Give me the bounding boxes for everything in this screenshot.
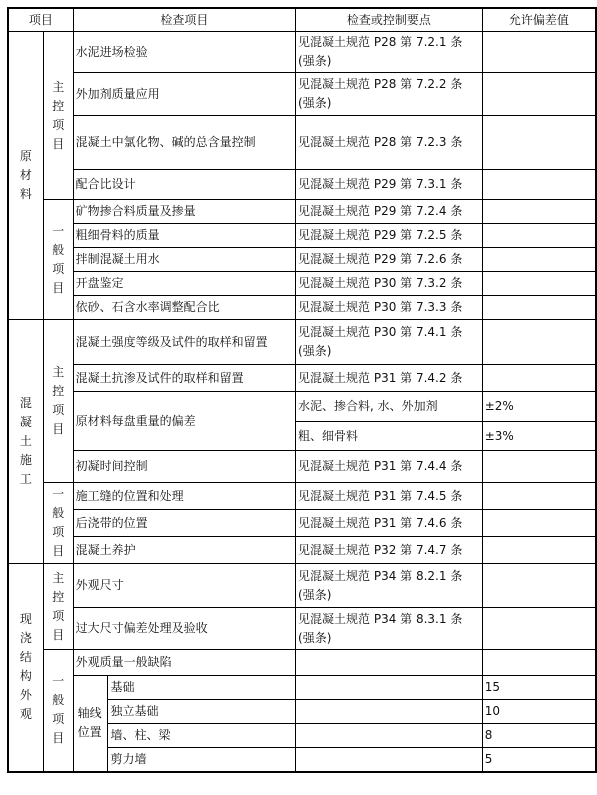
key-point: 见混凝土规范 P31 第 7.4.4 条 [296,451,483,483]
table-row [8,116,596,170]
table-row [8,676,596,700]
table-row [8,365,596,392]
table-row [8,564,596,608]
table-row [8,224,596,248]
table-row [8,248,596,272]
header-project: 项目 [8,8,73,32]
key-point [296,748,483,772]
key-point: 见混凝土规范 P34 第 8.2.1 条 (强条) [296,564,483,608]
check-item: 墙、柱、梁 [108,724,296,748]
table-row [8,272,596,296]
tolerance-cell [482,224,596,248]
key-point: 见混凝土规范 P28 第 7.2.2 条 (强条) [296,73,483,116]
section-label-raw-materials: 原材料 [8,32,43,320]
check-item: 开盘鉴定 [73,272,295,296]
check-item: 矿物掺合料质量及掺量 [73,200,295,224]
table-row [8,537,596,564]
table-row [8,200,596,224]
header-tolerance: 允许偏差值 [482,8,596,32]
check-item: 混凝土抗渗及试件的取样和留置 [73,365,295,392]
key-point: 见混凝土规范 P31 第 7.4.2 条 [296,365,483,392]
tolerance-cell [482,248,596,272]
table-row [8,650,596,676]
inspection-table-sheet [7,7,597,773]
table-row [8,296,596,320]
key-point: 见混凝土规范 P34 第 8.3.1 条 (强条) [296,608,483,650]
axis-position-label: 轴线位置 [73,676,108,772]
tolerance-cell [482,170,596,200]
check-item: 基础 [108,676,296,700]
header-key-points: 检查或控制要点 [296,8,483,32]
tolerance-cell: 15 [482,676,596,700]
table-row [8,451,596,483]
table-row [8,392,596,422]
key-point: 见混凝土规范 P29 第 7.2.6 条 [296,248,483,272]
key-point: 见混凝土规范 P29 第 7.3.1 条 [296,170,483,200]
key-point: 见混凝土规范 P30 第 7.4.1 条 (强条) [296,320,483,365]
table-row [8,483,596,510]
table-row [8,320,596,365]
subsection-label-general: 一般项目 [43,650,73,772]
tolerance-cell: ±2% [482,392,596,422]
key-point: 见混凝土规范 P28 第 7.2.3 条 [296,116,483,170]
check-item: 剪力墙 [108,748,296,772]
check-item: 原材料每盘重量的偏差 [73,392,295,451]
check-item: 外加剂质量应用 [73,73,295,116]
header-check-item: 检查项目 [73,8,295,32]
tolerance-cell [482,320,596,365]
check-item: 外观质量一般缺陷 [73,650,295,676]
check-item: 配合比设计 [73,170,295,200]
key-point: 见混凝土规范 P31 第 7.4.5 条 [296,483,483,510]
tolerance-cell [482,73,596,116]
subsection-label-general: 一般项目 [43,483,73,564]
check-item: 拌制混凝土用水 [73,248,295,272]
key-point: 见混凝土规范 P30 第 7.3.2 条 [296,272,483,296]
key-point [296,700,483,724]
subsection-label-main-control: 主控项目 [43,32,73,200]
key-point: 见混凝土规范 P28 第 7.2.1 条 (强条) [296,32,483,73]
tolerance-cell [482,451,596,483]
tolerance-cell: 10 [482,700,596,724]
tolerance-cell [482,116,596,170]
check-item: 过大尺寸偏差处理及验收 [73,608,295,650]
subsection-label-general: 一般项目 [43,200,73,320]
key-point: 见混凝土规范 P32 第 7.4.7 条 [296,537,483,564]
tolerance-cell [482,608,596,650]
tolerance-cell [482,32,596,73]
check-item: 混凝土养护 [73,537,295,564]
check-item: 粗细骨料的质量 [73,224,295,248]
tolerance-cell [482,650,596,676]
subsection-label-main-control: 主控项目 [43,564,73,650]
key-point: 水泥、掺合料, 水、外加剂 [296,392,483,422]
tolerance-cell [482,365,596,392]
inspection-table [7,7,597,773]
tolerance-cell: ±3% [482,422,596,451]
tolerance-cell: 5 [482,748,596,772]
tolerance-cell: 8 [482,724,596,748]
key-point: 见混凝土规范 P29 第 7.2.4 条 [296,200,483,224]
check-item: 独立基础 [108,700,296,724]
key-point: 见混凝土规范 P29 第 7.2.5 条 [296,224,483,248]
section-label-concrete-construction: 混凝土施工 [8,320,43,564]
tolerance-cell [482,564,596,608]
table-row [8,170,596,200]
check-item: 水泥进场检验 [73,32,295,73]
check-item: 后浇带的位置 [73,510,295,537]
check-item: 施工缝的位置和处理 [73,483,295,510]
key-point [296,676,483,700]
table-row [8,32,596,73]
key-point [296,724,483,748]
check-item: 初凝时间控制 [73,451,295,483]
check-item: 外观尺寸 [73,564,295,608]
tolerance-cell [482,272,596,296]
check-item: 混凝土强度等级及试件的取样和留置 [73,320,295,365]
table-header-row [8,8,596,32]
tolerance-cell [482,537,596,564]
tolerance-cell [482,483,596,510]
tolerance-cell [482,200,596,224]
table-row [8,510,596,537]
check-item: 混凝土中氯化物、碱的总含量控制 [73,116,295,170]
check-item: 依砂、石含水率调整配合比 [73,296,295,320]
subsection-label-main-control: 主控项目 [43,320,73,483]
tolerance-cell [482,296,596,320]
key-point: 见混凝土规范 P31 第 7.4.6 条 [296,510,483,537]
key-point [296,650,483,676]
section-label-cast-in-place-appearance: 现浇结构外观 [8,564,43,772]
table-row [8,73,596,116]
key-point: 见混凝土规范 P30 第 7.3.3 条 [296,296,483,320]
table-row [8,608,596,650]
tolerance-cell [482,510,596,537]
key-point: 粗、细骨料 [296,422,483,451]
